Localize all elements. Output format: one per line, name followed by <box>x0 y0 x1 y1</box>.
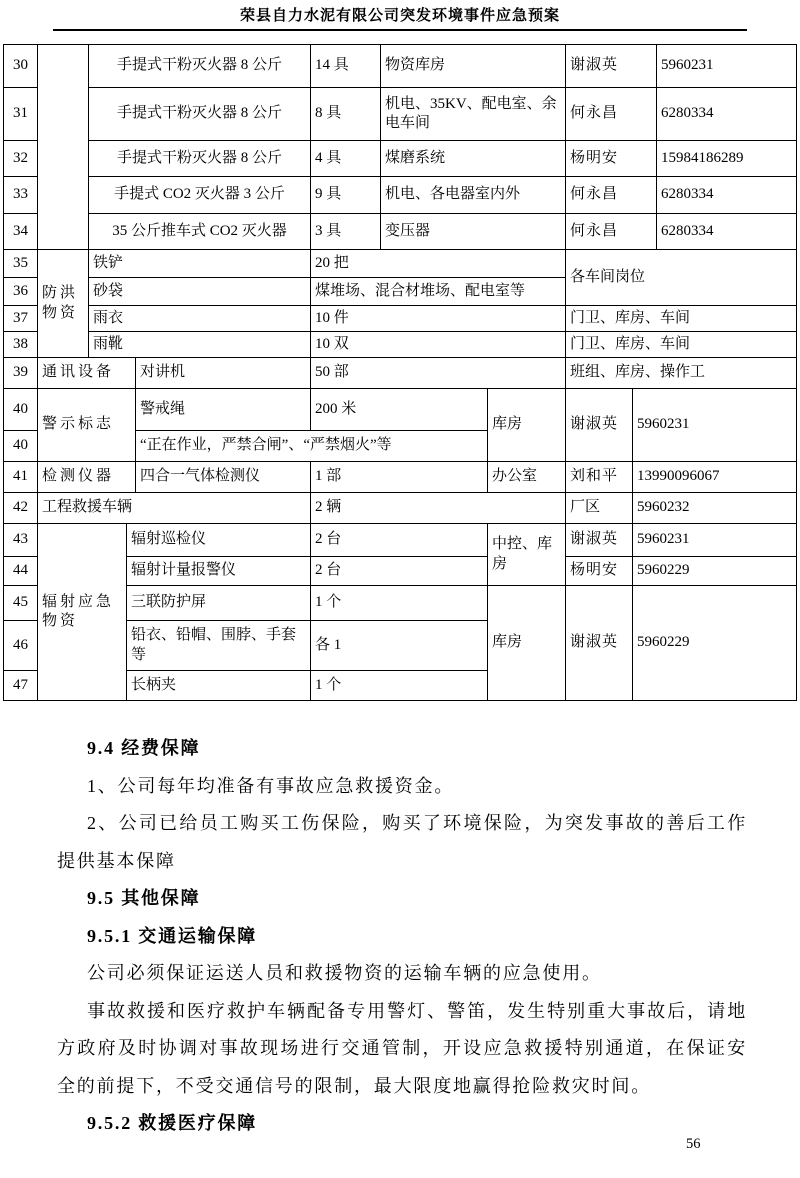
page-number: 56 <box>686 1136 701 1152</box>
location-posts: 门卫、库房、车间 <box>566 306 797 332</box>
equipment-name: 雨衣 <box>89 306 311 332</box>
equipment-name: 铁铲 <box>89 250 311 278</box>
phone-number: 5960229 <box>633 586 797 701</box>
row-number: 39 <box>4 358 38 389</box>
header-divider <box>53 29 747 31</box>
quantity: 8 具 <box>311 88 381 141</box>
quantity: 3 具 <box>311 214 381 250</box>
paragraph: 公司必须保证运送人员和救援物资的运输车辆的应急使用。 <box>87 963 602 983</box>
category-flood-supplies: 防洪物资 <box>38 250 89 358</box>
quantity: 1 部 <box>311 462 488 493</box>
storage-location: 机电、各电器室内外 <box>381 177 566 214</box>
phone-number: 5960231 <box>633 524 797 557</box>
storage-location: 煤堆场、混合材堆场、配电室等 <box>311 278 566 306</box>
table-row <box>4 332 797 358</box>
storage-location: 煤磨系统 <box>381 141 566 177</box>
responsible-person: 何永昌 <box>566 214 657 250</box>
row-number: 32 <box>4 141 38 177</box>
responsible-person: 谢淑英 <box>566 524 633 557</box>
paragraph: 事故救援和医疗救护车辆配备专用警灯、警笛，发生特别重大事故后，请地方政府及时协调对事故现场进行交通管制，开设应急救援特别通道，在保证安全的前提下，不受交通信号的限制，最大限度地赢得抢险救灾时间。 <box>57 1000 747 1096</box>
responsible-person: 杨明安 <box>566 557 633 586</box>
quantity: 9 具 <box>311 177 381 214</box>
page-header-title: 荣县自力水泥有限公司突发环境事件应急预案 <box>239 8 560 24</box>
row-number: 36 <box>4 278 38 306</box>
phone-number: 6280334 <box>657 214 797 250</box>
row-number: 44 <box>4 557 38 586</box>
equipment-name: 手提式干粉灭火器 8 公斤 <box>89 141 311 177</box>
row-number: 46 <box>4 621 38 671</box>
quantity: 10 件 <box>311 306 566 332</box>
phone-number: 15984186289 <box>657 141 797 177</box>
quantity: 2 台 <box>311 524 488 557</box>
row-number: 47 <box>4 671 38 701</box>
row-number: 30 <box>4 45 38 88</box>
phone-number: 6280334 <box>657 177 797 214</box>
equipment-name: 雨靴 <box>89 332 311 358</box>
storage-location: 库房 <box>488 389 566 462</box>
responsible-person: 谢淑英 <box>566 45 657 88</box>
section-heading-9-5-1: 9.5.1 交通运输保障 <box>87 925 258 946</box>
quantity: 50 部 <box>311 358 566 389</box>
quantity: 20 把 <box>311 250 566 278</box>
equipment-name: 铅衣、铅帽、围脖、手套等 <box>127 621 311 671</box>
category-empty-cell <box>38 45 89 250</box>
equipment-name: 35 公斤推车式 CO2 灭火器 <box>89 214 311 250</box>
equipment-name: 长柄夹 <box>127 671 311 701</box>
row-number: 35 <box>4 250 38 278</box>
section-heading-9-4: 9.4 经费保障 <box>87 738 201 758</box>
responsible-person: 谢淑英 <box>566 389 633 462</box>
equipment-name: 工程救援车辆 <box>38 493 311 524</box>
storage-location: 库房 <box>488 586 566 701</box>
paragraph: 1、公司每年均准备有事故应急救援资金。 <box>87 775 455 796</box>
quantity: 4 具 <box>311 141 381 177</box>
row-number: 43 <box>4 524 38 557</box>
equipment-name: “正在作业，严禁合闸”、“严禁烟火”等 <box>136 431 488 462</box>
row-number: 38 <box>4 332 38 358</box>
location-posts: 门卫、库房、车间 <box>566 332 797 358</box>
responsible-person: 何永昌 <box>566 177 657 214</box>
responsible-person: 何永昌 <box>566 88 657 141</box>
paragraph: 2、公司已给员工购买工伤保险，购买了环境保险，为突发事故的善后工作提供基本保障 <box>57 813 747 871</box>
phone-number: 5960231 <box>633 389 797 462</box>
equipment-name: 砂袋 <box>89 278 311 306</box>
quantity: 10 双 <box>311 332 566 358</box>
responsible-person: 杨明安 <box>566 141 657 177</box>
location-posts: 各车间岗位 <box>566 250 797 306</box>
phone-number: 6280334 <box>657 88 797 141</box>
table-row <box>4 250 797 278</box>
quantity: 1 个 <box>311 671 488 701</box>
storage-location: 中控、库房 <box>488 524 566 586</box>
table-row <box>4 141 797 177</box>
equipment-name: 手提式干粉灭火器 8 公斤 <box>89 88 311 141</box>
storage-location: 物资库房 <box>381 45 566 88</box>
responsible-person: 谢淑英 <box>566 586 633 701</box>
responsible-person: 刘和平 <box>566 462 633 493</box>
phone-number: 5960231 <box>657 45 797 88</box>
category-communication: 通讯设备 <box>38 358 136 389</box>
table-row <box>4 214 797 250</box>
table-row <box>4 358 797 389</box>
storage-location: 厂区 <box>566 493 633 524</box>
equipment-name: 辐射巡检仪 <box>127 524 311 557</box>
table-row <box>4 45 797 88</box>
quantity: 1 个 <box>311 586 488 621</box>
storage-location: 机电、35KV、配电室、余电车间 <box>381 88 566 141</box>
equipment-name: 三联防护屏 <box>127 586 311 621</box>
equipment-name: 辐射计量报警仪 <box>127 557 311 586</box>
equipment-name: 手提式 CO2 灭火器 3 公斤 <box>89 177 311 214</box>
category-radiation-supplies: 辐射应急物资 <box>38 524 127 701</box>
quantity: 200 米 <box>311 389 488 431</box>
row-number: 33 <box>4 177 38 214</box>
equipment-name: 手提式干粉灭火器 8 公斤 <box>89 45 311 88</box>
category-warning-signs: 警示标志 <box>38 389 136 462</box>
row-number: 42 <box>4 493 38 524</box>
table-row <box>4 389 797 431</box>
equipment-name: 警戒绳 <box>136 389 311 431</box>
row-number: 34 <box>4 214 38 250</box>
row-number: 40 <box>4 389 38 431</box>
storage-location: 办公室 <box>488 462 566 493</box>
equipment-name: 四合一气体检测仪 <box>136 462 311 493</box>
location-posts: 班组、库房、操作工 <box>566 358 797 389</box>
equipment-name: 对讲机 <box>136 358 311 389</box>
table-row <box>4 524 797 557</box>
quantity: 各 1 <box>311 621 488 671</box>
phone-number: 5960229 <box>633 557 797 586</box>
row-number: 31 <box>4 88 38 141</box>
table-row <box>4 88 797 141</box>
section-heading-9-5: 9.5 其他保障 <box>87 888 201 908</box>
section-heading-9-5-2: 9.5.2 救援医疗保障 <box>87 1113 258 1133</box>
quantity: 14 具 <box>311 45 381 88</box>
category-detection: 检测仪器 <box>38 462 136 493</box>
row-number: 41 <box>4 462 38 493</box>
row-number: 45 <box>4 586 38 621</box>
quantity: 2 台 <box>311 557 488 586</box>
table-row <box>4 493 797 524</box>
row-number: 37 <box>4 306 38 332</box>
table-row <box>4 462 797 493</box>
row-number: 40 <box>4 431 38 462</box>
phone-number: 5960232 <box>633 493 797 524</box>
table-row <box>4 177 797 214</box>
table-row <box>4 306 797 332</box>
emergency-equipment-table <box>3 44 797 701</box>
body-text-block <box>57 730 747 1143</box>
quantity: 2 辆 <box>311 493 566 524</box>
phone-number: 13990096067 <box>633 462 797 493</box>
storage-location: 变压器 <box>381 214 566 250</box>
